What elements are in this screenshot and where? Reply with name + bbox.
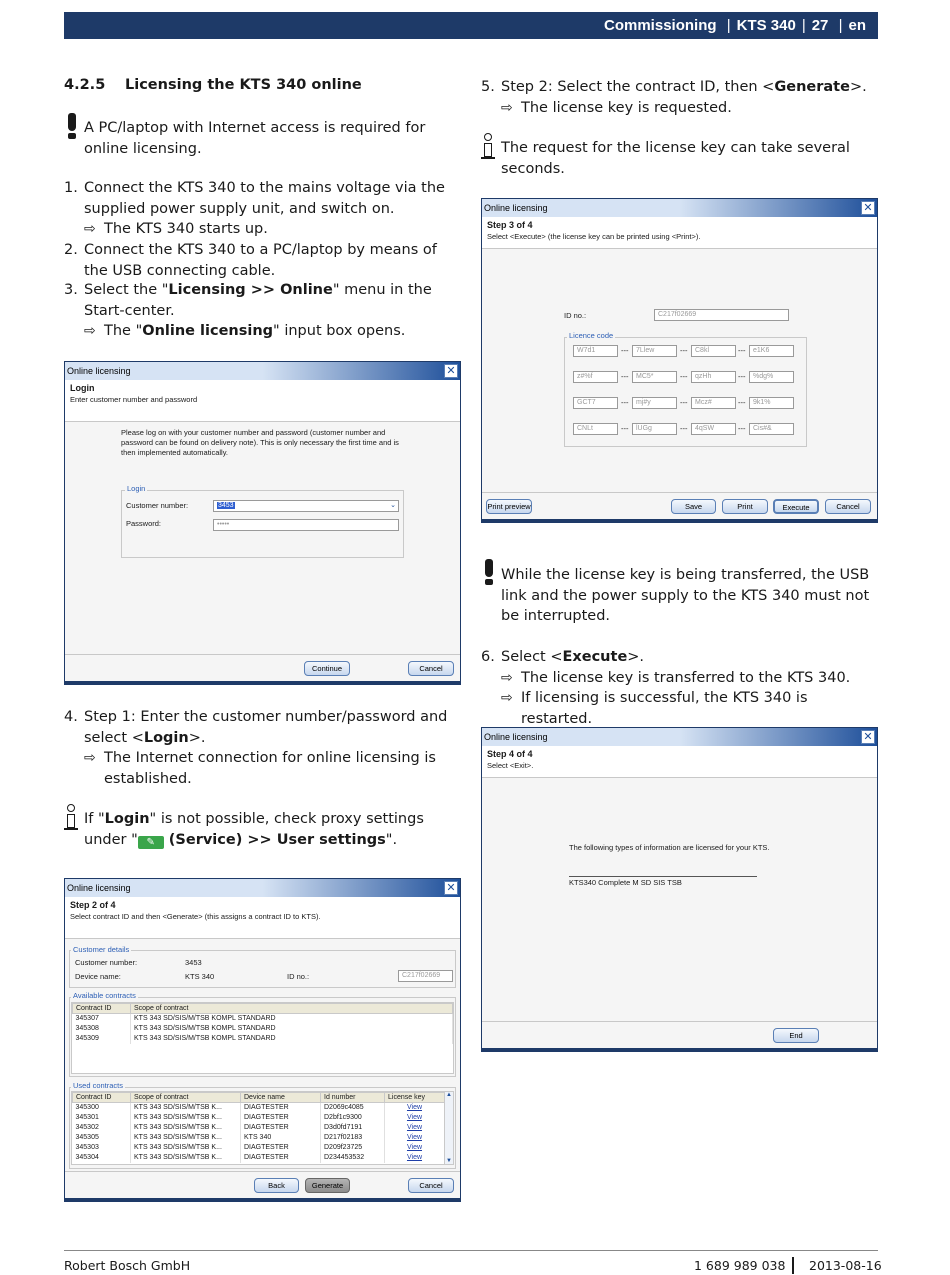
info-proxy-login: Login <box>104 811 150 827</box>
column-header: Scope of contract <box>131 1004 453 1014</box>
dialog-title: Online licensing <box>484 732 548 742</box>
section-title-text: Licensing the KTS 340 online <box>125 77 362 93</box>
generate-button[interactable]: Generate <box>305 1178 350 1193</box>
table-cell: KTS 343 SD/SIS/M/TSB KOMPL STANDARD <box>131 1034 453 1044</box>
column-header: License key <box>385 1093 445 1103</box>
table-cell: 345303 <box>73 1143 131 1153</box>
view-license-link[interactable]: View <box>385 1103 445 1114</box>
table-cell: 345308 <box>73 1024 131 1034</box>
page-header: Commissioning | KTS 340 | 27 | en <box>64 12 878 39</box>
code-separator: --- <box>680 372 688 381</box>
code-field: GCT7 <box>573 397 618 409</box>
info-proxy-e: ". <box>385 831 398 848</box>
footer-separator <box>792 1257 794 1274</box>
warning-text-usb: While the license key is being transferred, the USB link and the power supply to the KTS 340 must not be interrupted. <box>501 567 870 624</box>
dialog-titlebar <box>482 728 877 746</box>
cancel-button[interactable]: Cancel <box>825 499 871 514</box>
warning-icon <box>66 113 78 139</box>
step-4-result-text: The Internet connection for online licensing is established. <box>104 750 436 787</box>
table-cell: KTS 343 SD/SIS/M/TSB K... <box>131 1113 241 1123</box>
footer-date: 2013-08-16 <box>809 1258 882 1273</box>
table-cell: 345305 <box>73 1133 131 1143</box>
licence-code-label: Licence code <box>569 331 614 340</box>
dialog-footer <box>65 1171 460 1201</box>
column-header: Contract ID <box>73 1004 131 1014</box>
code-field: 4qSW <box>691 423 736 435</box>
table-cell: DIAGTESTER <box>241 1113 321 1123</box>
table-cell: 345300 <box>73 1103 131 1114</box>
dialog-subtitle: Select contract ID and then <Generate> (this assigns a contract ID to KTS). <box>70 912 321 921</box>
code-field: Cis#& <box>749 423 794 435</box>
step-2 <box>64 240 462 281</box>
info-proxy-service-path: (Service) >> User settings <box>163 831 386 848</box>
close-icon[interactable]: ✕ <box>861 201 875 215</box>
table-row[interactable] <box>73 1153 445 1163</box>
header-language: en <box>848 17 866 34</box>
login-group-label: Login <box>127 484 146 493</box>
used-contracts-table <box>71 1091 454 1165</box>
code-field: MC5* <box>632 371 677 383</box>
dialog-bottom-rule <box>482 1048 877 1051</box>
code-separator: --- <box>680 398 688 407</box>
code-field: C8kl <box>691 345 736 357</box>
device-name-value: KTS 340 <box>185 972 215 981</box>
dialog-step: Login <box>70 383 95 393</box>
step-6-result-1 <box>481 668 879 689</box>
dialog-subtitle: Select <Execute> (the license key can be printed using <Print>). <box>487 232 701 241</box>
step-4-text <box>64 707 462 748</box>
header-page-number: 27 <box>811 17 829 34</box>
dialog-titlebar <box>482 199 877 217</box>
table-cell: D2bf1c9300 <box>321 1113 385 1123</box>
table-cell: 345304 <box>73 1153 131 1163</box>
dialog-header <box>65 897 460 939</box>
result-arrow-icon: ⇨ <box>501 669 513 686</box>
dialog-step-4 <box>481 727 878 1052</box>
table-row[interactable] <box>73 1024 453 1034</box>
used-contracts-label: Used contracts <box>73 1081 124 1090</box>
cancel-button[interactable]: Cancel <box>408 661 454 676</box>
step-6-result-2 <box>481 688 879 729</box>
table-cell: D3d0fd7191 <box>321 1123 385 1133</box>
close-icon[interactable]: ✕ <box>861 730 875 744</box>
info-proxy-c: " is not possible, check proxy settings under " <box>84 811 424 848</box>
table-cell: KTS 343 SD/SIS/M/TSB KOMPL STANDARD <box>131 1014 453 1025</box>
table-cell: KTS 343 SD/SIS/M/TSB K... <box>131 1143 241 1153</box>
code-field: 7Llew <box>632 345 677 357</box>
footer-doc-number: 1 689 989 038 <box>694 1258 786 1273</box>
table-row[interactable] <box>73 1034 453 1044</box>
step-5-text-a: Step 2: Select the contract ID, then < <box>501 79 775 95</box>
execute-button[interactable]: Execute <box>773 499 819 514</box>
dialog-header <box>65 380 460 422</box>
save-button[interactable]: Save <box>671 499 716 514</box>
table-cell: 345301 <box>73 1113 131 1123</box>
step-5-generate: Generate <box>774 79 850 95</box>
step-4-number: 4. <box>64 709 78 725</box>
table-cell: KTS 343 SD/SIS/M/TSB KOMPL STANDARD <box>131 1024 453 1034</box>
step-1-number: 1. <box>64 180 78 196</box>
column-header: Contract ID <box>73 1093 131 1103</box>
customer-number-value: 3453 <box>185 958 202 967</box>
code-field: Mcz# <box>691 397 736 409</box>
step-6-text-a: Select < <box>501 649 563 665</box>
table-cell: D209f23725 <box>321 1143 385 1153</box>
info-proxy-a: If " <box>84 811 105 827</box>
step-3-text-a: Select the " <box>84 282 169 298</box>
step-1 <box>64 178 462 240</box>
step-3-result-a: The " <box>104 323 143 339</box>
header-product: KTS 340 <box>736 17 796 34</box>
result-arrow-icon: ⇨ <box>84 323 96 339</box>
info-icon <box>481 133 495 159</box>
scroll-down-icon[interactable]: ▼ <box>446 1158 452 1164</box>
code-separator: --- <box>738 372 746 381</box>
step-5-text <box>481 77 879 98</box>
step-3-number: 3. <box>64 282 78 298</box>
code-field: %dg% <box>749 371 794 383</box>
table-cell: 345302 <box>73 1123 131 1133</box>
step-2-text: Connect the KTS 340 to a PC/laptop by means of the USB connecting cable. <box>84 242 437 279</box>
section-number: 4.2.5 <box>64 77 106 93</box>
back-button[interactable]: Back <box>254 1178 299 1193</box>
result-arrow-icon: ⇨ <box>501 690 513 706</box>
table-cell: DIAGTESTER <box>241 1123 321 1133</box>
step-1-result-text: The KTS 340 starts up. <box>104 221 268 237</box>
info-proxy <box>84 809 462 850</box>
dialog-bottom-rule <box>65 1198 460 1201</box>
step-3-text-c: " menu in the Start-center. <box>84 282 432 319</box>
code-field: W7d1 <box>573 345 618 357</box>
step-4 <box>64 707 462 789</box>
column-header: Scope of contract <box>131 1093 241 1103</box>
code-field: e1K6 <box>749 345 794 357</box>
step-6-result-2-text: If licensing is successful, the KTS 340 is restarted. <box>521 690 808 727</box>
step-6-result-1-text: The license key is transferred to the KTS 340. <box>521 669 851 686</box>
dialog-step: Step 2 of 4 <box>70 900 116 910</box>
table-row[interactable] <box>73 1123 445 1133</box>
step-1-result <box>64 219 462 240</box>
view-license-link[interactable]: View <box>385 1143 445 1153</box>
id-number-label: ID no.: <box>287 972 310 981</box>
table-row[interactable] <box>73 1143 445 1153</box>
dialog-footer <box>65 654 460 684</box>
view-license-link[interactable]: View <box>385 1113 445 1123</box>
view-license-link[interactable]: View <box>385 1133 445 1143</box>
dialog-header <box>482 217 877 249</box>
info-license-request: The request for the license key can take several seconds. <box>501 140 850 177</box>
table-cell: DIAGTESTER <box>241 1103 321 1114</box>
dialog-step-3 <box>481 198 878 523</box>
available-contracts-label: Available contracts <box>73 991 136 1000</box>
step-1-text: Connect the KTS 340 to the mains voltage via the supplied power supply unit, and switch on. <box>84 180 445 217</box>
info-icon <box>64 804 78 830</box>
step-6-number: 6. <box>481 649 495 665</box>
code-separator: --- <box>738 398 746 407</box>
step-4-login: Login <box>143 729 189 746</box>
warning-text-internet: A PC/laptop with Internet access is required for online licensing. <box>84 120 426 157</box>
customer-number-value: 3453 <box>218 502 234 509</box>
print-preview-button[interactable]: Print preview <box>486 499 532 514</box>
result-arrow-icon: ⇨ <box>84 221 96 237</box>
step-3 <box>64 280 462 342</box>
step-3-result <box>64 321 462 342</box>
dialog-subtitle: Enter customer number and password <box>70 395 198 404</box>
table-cell: 345307 <box>73 1014 131 1025</box>
code-separator: --- <box>621 398 629 407</box>
code-field: 9k1% <box>749 397 794 409</box>
table-header-row <box>73 1093 445 1103</box>
licensed-product: KTS340 Complete M SD SIS TSB <box>569 876 757 887</box>
dialog-title: Online licensing <box>484 203 548 213</box>
warning-icon <box>483 559 495 585</box>
dialog-title: Online licensing <box>67 366 131 376</box>
available-contracts-table <box>71 1002 454 1074</box>
table-row[interactable] <box>73 1113 445 1123</box>
footer-company: Robert Bosch GmbH <box>64 1258 191 1273</box>
code-field: CNLt <box>573 423 618 435</box>
step-5-number: 5. <box>481 79 495 95</box>
dialog-step: Step 4 of 4 <box>487 749 533 759</box>
step-3-menu-path: Licensing >> Online <box>168 282 333 298</box>
table-row[interactable] <box>73 1103 445 1114</box>
step-5-result-text: The license key is requested. <box>521 99 732 116</box>
table-cell: KTS 343 SD/SIS/M/TSB K... <box>131 1133 241 1143</box>
view-license-link[interactable]: View <box>385 1153 445 1163</box>
code-field: mj#y <box>632 397 677 409</box>
view-license-link[interactable]: View <box>385 1123 445 1133</box>
customer-details-label: Customer details <box>73 945 130 954</box>
table-cell: DIAGTESTER <box>241 1143 321 1153</box>
step-5-result <box>481 98 879 119</box>
code-separator: --- <box>680 346 688 355</box>
customer-details-groupbox <box>69 950 456 988</box>
header-section: Commissioning <box>604 17 717 34</box>
print-button[interactable]: Print <box>722 499 768 514</box>
service-icon: ✎ <box>138 836 164 849</box>
code-separator: --- <box>680 424 688 433</box>
table-cell: KTS 343 SD/SIS/M/TSB K... <box>131 1103 241 1114</box>
step-6-execute: Execute <box>562 649 628 665</box>
step-6-text <box>481 647 879 668</box>
customer-number-field[interactable] <box>213 500 399 512</box>
step-5-text-c: >. <box>849 79 867 95</box>
dialog-step: Step 3 of 4 <box>487 220 533 230</box>
table-cell: KTS 343 SD/SIS/M/TSB K... <box>131 1123 241 1133</box>
device-name-label: Device name: <box>75 972 121 981</box>
section-title <box>64 77 362 93</box>
scroll-up-icon[interactable]: ▲ <box>446 1092 452 1098</box>
step-2-number: 2. <box>64 242 78 258</box>
footer-rule <box>64 1250 878 1251</box>
step-6 <box>481 647 879 729</box>
dialog-titlebar <box>65 362 460 380</box>
step-3-text <box>64 280 462 321</box>
code-field: qzHh <box>691 371 736 383</box>
code-field: z#%f <box>573 371 618 383</box>
code-separator: --- <box>738 346 746 355</box>
customer-number-label: Customer number: <box>126 501 189 510</box>
table-cell: D234453532 <box>321 1153 385 1163</box>
login-info-text: Please log on with your customer number and password (customer number and password can be found on delivery note). This is only necessary the first time and is then implemented automatically. <box>121 428 399 457</box>
table-cell: DIAGTESTER <box>241 1153 321 1163</box>
dialog-footer <box>482 1021 877 1051</box>
code-separator: --- <box>621 372 629 381</box>
table-cell: D2069c4085 <box>321 1103 385 1114</box>
step-3-result-c: " input box opens. <box>273 323 406 339</box>
table-scrollbar[interactable] <box>444 1092 453 1164</box>
dialog-footer <box>482 492 877 522</box>
result-arrow-icon: ⇨ <box>501 99 513 116</box>
dialog-bottom-rule <box>65 681 460 684</box>
step-4-text-a: Step 1: Enter the customer number/password and select < <box>84 709 448 746</box>
dialog-header <box>482 746 877 778</box>
table-cell: KTS 340 <box>241 1133 321 1143</box>
dialog-titlebar <box>65 879 460 897</box>
password-field[interactable]: ••••• <box>213 519 399 531</box>
table-header-row <box>73 1004 453 1014</box>
column-header: Device name <box>241 1093 321 1103</box>
licensed-info-text: The following types of information are licensed for your KTS. <box>569 843 770 852</box>
code-field: lUGg <box>632 423 677 435</box>
result-arrow-icon: ⇨ <box>84 750 96 766</box>
step-5 <box>481 77 879 118</box>
chevron-down-icon[interactable]: ⌄ <box>390 502 396 509</box>
id-number-field: C217f02669 <box>654 309 789 321</box>
step-6-text-c: >. <box>627 649 645 665</box>
table-row[interactable] <box>73 1133 445 1143</box>
code-separator: --- <box>738 424 746 433</box>
table-row[interactable] <box>73 1014 453 1025</box>
dialog-login <box>64 361 461 685</box>
step-4-text-c: >. <box>188 729 206 746</box>
code-separator: --- <box>621 424 629 433</box>
id-number-label: ID no.: <box>564 311 587 320</box>
customer-number-label: Customer number: <box>75 958 138 967</box>
close-icon[interactable]: ✕ <box>444 364 458 378</box>
cancel-button[interactable]: Cancel <box>408 1178 454 1193</box>
password-label: Password: <box>126 519 162 528</box>
table-cell: D217f02183 <box>321 1133 385 1143</box>
close-icon[interactable]: ✕ <box>444 881 458 895</box>
dialog-title: Online licensing <box>67 883 131 893</box>
step-3-result-b: Online licensing <box>142 323 274 339</box>
continue-button[interactable]: Continue <box>304 661 350 676</box>
code-separator: --- <box>621 346 629 355</box>
table-cell: KTS 343 SD/SIS/M/TSB K... <box>131 1153 241 1163</box>
step-4-result <box>64 748 462 789</box>
end-button[interactable]: End <box>773 1028 819 1043</box>
table-cell: 345309 <box>73 1034 131 1044</box>
id-number-field: C217f02669 <box>398 970 453 982</box>
column-header: Id number <box>321 1093 385 1103</box>
dialog-step-2 <box>64 878 461 1202</box>
dialog-bottom-rule <box>482 519 877 522</box>
dialog-subtitle: Select <Exit>. <box>487 761 534 770</box>
